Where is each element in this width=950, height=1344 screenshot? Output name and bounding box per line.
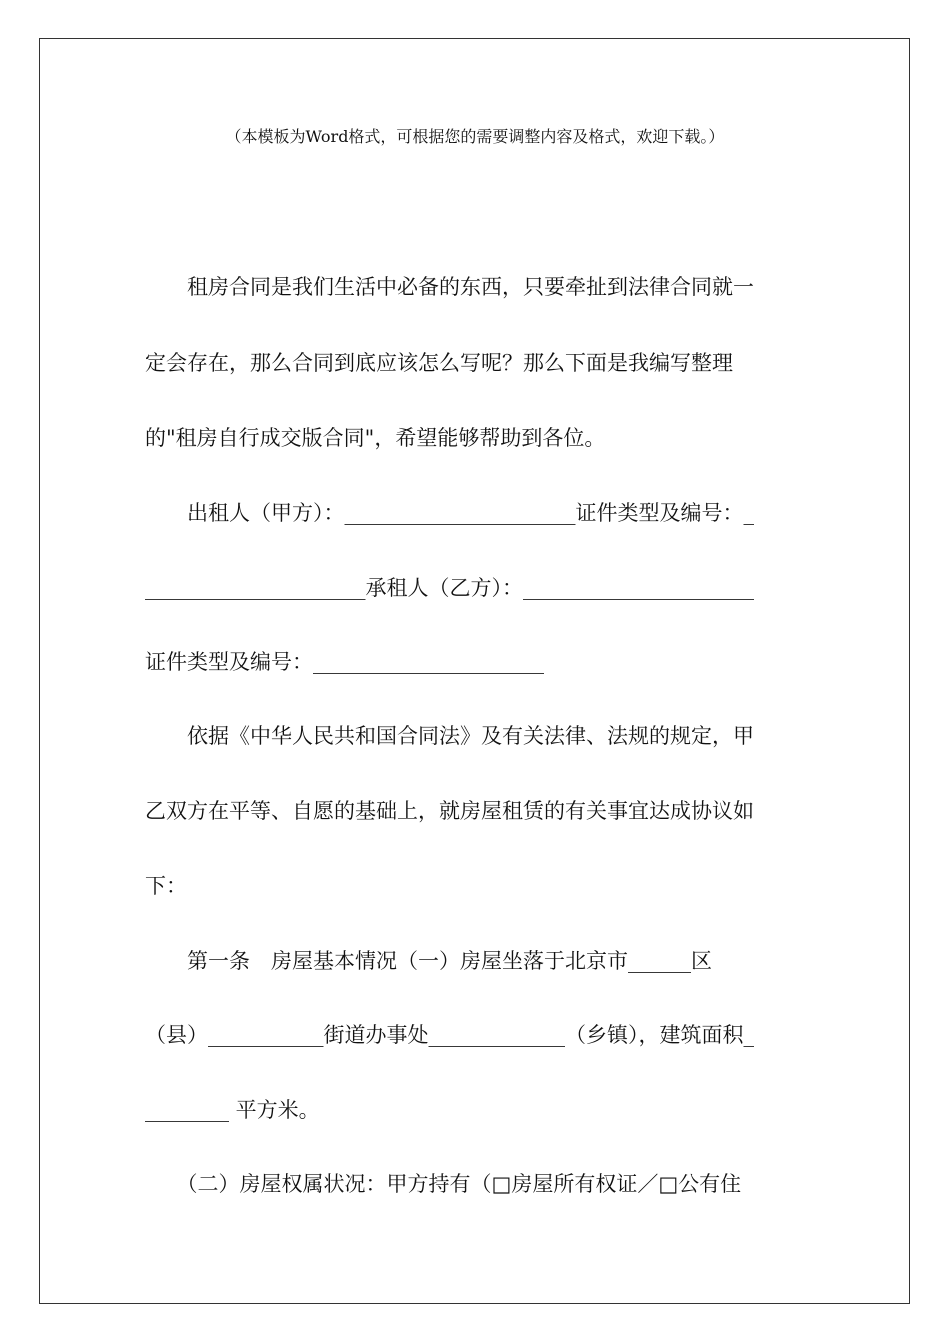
paragraph-line: 下：	[145, 874, 187, 898]
paragraph-line: 乙双方在平等、自愿的基础上，就房屋租赁的有关事宜达成协议如	[145, 799, 754, 823]
paragraph-line: 的"租房自行成交版合同"，希望能够帮助到各位。	[145, 426, 606, 450]
template-note: （本模板为Word格式，可根据您的需要调整内容及格式，欢迎下载。）	[225, 127, 725, 146]
article-1-line: 第一条 房屋基本情况（一）房屋坐落于北京市______区	[145, 949, 712, 973]
lessor-line: 出租人（甲方）：______________________证件类型及编号：_	[145, 501, 754, 525]
article-1-line: ________ 平方米。	[145, 1098, 320, 1122]
paragraph-line: 定会存在，那么合同到底应该怎么写呢？那么下面是我编写整理	[145, 351, 733, 375]
id-type-line: 证件类型及编号：______________________	[145, 650, 544, 674]
article-1-line: （县）___________街道办事处_____________（乡镇），建筑面积_	[145, 1023, 754, 1047]
ownership-line: （二）房屋权属状况：甲方持有（□房屋所有权证／□公有住	[145, 1172, 742, 1196]
paragraph-line: 依据《中华人民共和国合同法》及有关法律、法规的规定，甲	[145, 724, 754, 748]
lessee-line: _____________________承租人（乙方）：______________________	[145, 576, 754, 600]
paragraph-line: 租房合同是我们生活中必备的东西，只要牵扯到法律合同就一	[145, 275, 754, 299]
